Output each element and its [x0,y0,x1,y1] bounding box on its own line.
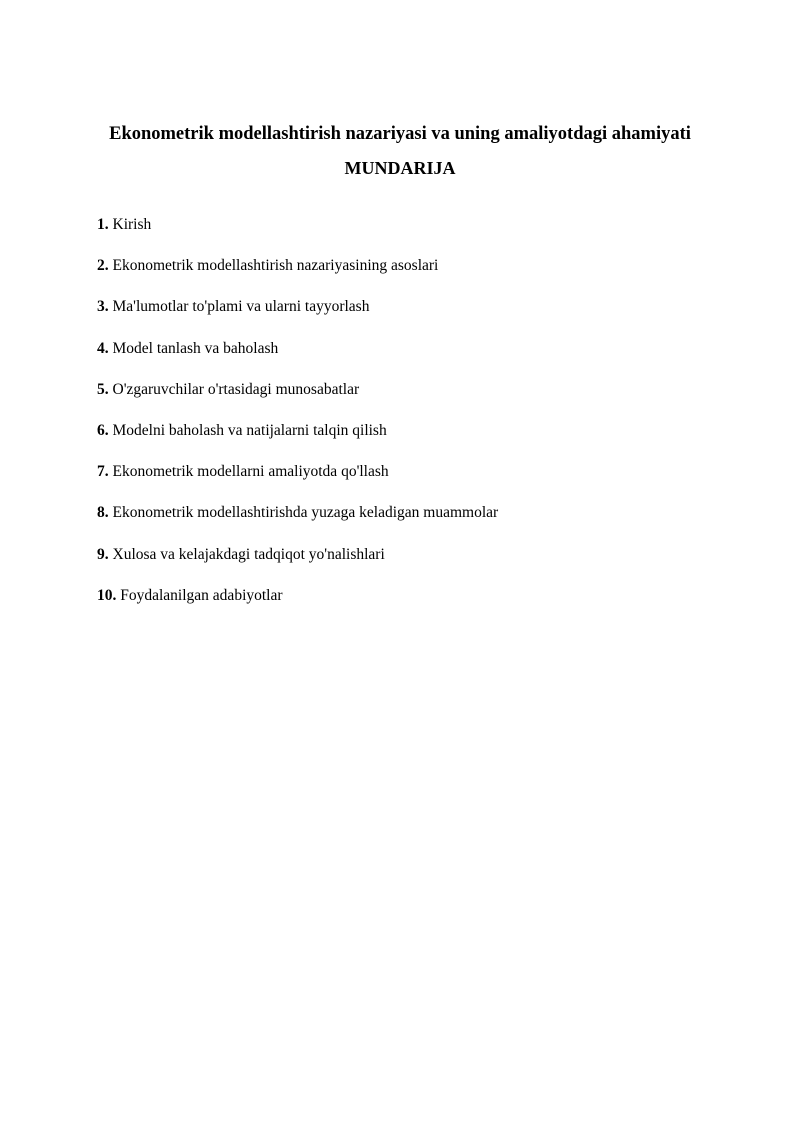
document-title: Ekonometrik modellashtirish nazariyasi va uning amaliyotdagi ahamiyati [109,124,691,144]
toc-item [97,338,717,360]
toc-item [97,585,717,607]
toc-item-text: O'zgaruvchilar o'rtasidagi munosabatlar [112,380,360,398]
toc-item-number: 2. [97,257,109,275]
toc-item-text: Modelni baholash va natijalarni talqin qilish [112,421,387,439]
toc-item-number: 5. [97,380,109,398]
toc-item-text: Ekonometrik modellashtirishda yuzaga keladigan muammolar [112,504,499,522]
toc-item-text: Xulosa va kelajakdagi tadqiqot yo'nalishlari [112,545,385,563]
toc-item [97,255,717,277]
toc-item [97,296,717,318]
toc-item [97,544,717,566]
toc-item-number: 6. [97,421,109,439]
toc-item-text: Ekonometrik modellarni amaliyotda qo'llash [112,463,389,481]
toc-item [97,214,717,236]
toc-item-number: 9. [97,545,109,563]
toc-item-number: 1. [97,216,109,233]
toc-heading: MUNDARIJA [344,158,456,178]
toc-item [97,502,717,524]
toc-item-text: Ekonometrik modellashtirish nazariyasining asoslari [112,257,439,275]
toc-item [97,461,717,483]
toc-item-number: 10. [97,586,117,604]
toc-item-text: Foydalanilgan adabiyotlar [120,586,283,604]
toc-item-number: 3. [97,298,109,316]
toc-item-text: Model tanlash va baholash [112,339,279,357]
toc-item [97,420,717,442]
toc-item-number: 7. [97,463,109,481]
toc-item-text: Kirish [112,216,152,233]
toc-item [97,379,717,401]
toc-list [97,214,717,626]
toc-item-number: 8. [97,504,109,522]
toc-item-number: 4. [97,339,109,357]
toc-item-text: Ma'lumotlar to'plami va ularni tayyorlash [112,298,370,316]
